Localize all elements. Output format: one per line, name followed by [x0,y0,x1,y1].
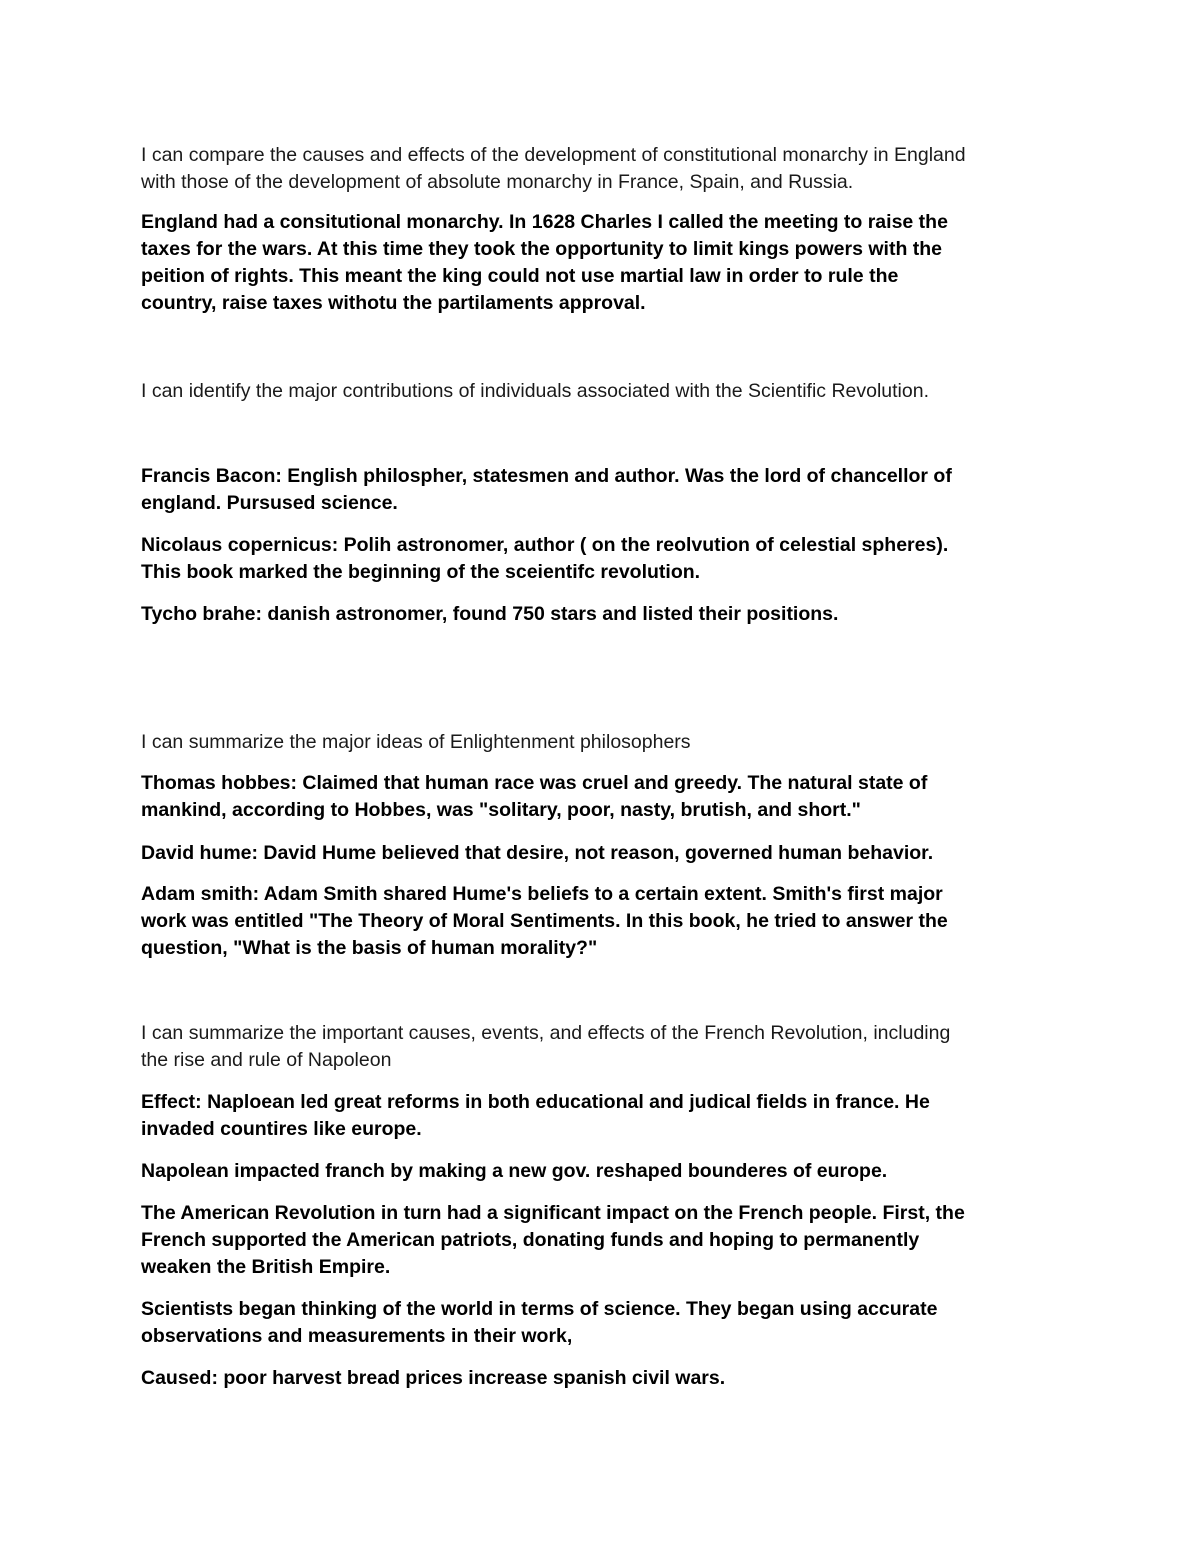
section-2-answer-1: Francis Bacon: English philospher, statesmen and author. Was the lord of chancellor of england. Pursused science. [141,465,952,514]
section-2-answer-3: Tycho brahe: danish astronomer, found 750 stars and listed their positions. [141,603,839,625]
section-2-prompt: I can identify the major contributions of individuals associated with the Scientific Revolution. [141,380,929,402]
section-4-answer-5: Caused: poor harvest bread prices increase spanish civil wars. [141,1367,726,1389]
section-1-answer-1: England had a consitutional monarchy. In 1628 Charles I called the meeting to raise the taxes for the wars. At this time they took the opportunity to limit kings powers with the peition of rights. This meant the king could not use martial law in order to rule the country, raise taxes withotu the partilaments approval. [141,211,948,314]
section-4-answer-4: Scientists began thinking of the world in terms of science. They began using accurate observations and measurements in their work, [141,1298,938,1347]
section-2-answer-2: Nicolaus copernicus: Polih astronomer, author ( on the reolvution of celestial spheres). This book marked the beginning of the sceientifc revolution. [141,534,949,583]
section-4-answer-2: Napolean impacted franch by making a new gov. reshaped bounderes of europe. [141,1160,888,1182]
section-3-answer-1: Thomas hobbes: Claimed that human race was cruel and greedy. The natural state of mankind, according to Hobbes, was "solitary, poor, nasty, brutish, and short." [141,772,928,821]
section-4-answer-3: The American Revolution in turn had a significant impact on the French people. First, the French supported the American patriots, donating funds and hoping to permanently weaken the British Empire. [141,1202,965,1278]
section-4-prompt: I can summarize the important causes, events, and effects of the French Revolution, including the rise and rule of Napoleon [141,1022,951,1071]
section-1-prompt: I can compare the causes and effects of the development of constitutional monarchy in England with those of the development of absolute monarchy in France, Spain, and Russia. [141,144,966,193]
section-3-answer-2: David hume: David Hume believed that desire, not reason, governed human behavior. [141,842,934,864]
section-3-prompt: I can summarize the major ideas of Enlightenment philosophers [141,731,691,753]
section-3-answer-3: Adam smith: Adam Smith shared Hume's beliefs to a certain extent. Smith's first major work was entitled "The Theory of Moral Sentiments. In this book, he tried to answer the question, "What is the basis of human morality?" [141,883,948,959]
section-4-answer-1: Effect: Naploean led great reforms in both educational and judical fields in france. He invaded countires like europe. [141,1091,930,1140]
